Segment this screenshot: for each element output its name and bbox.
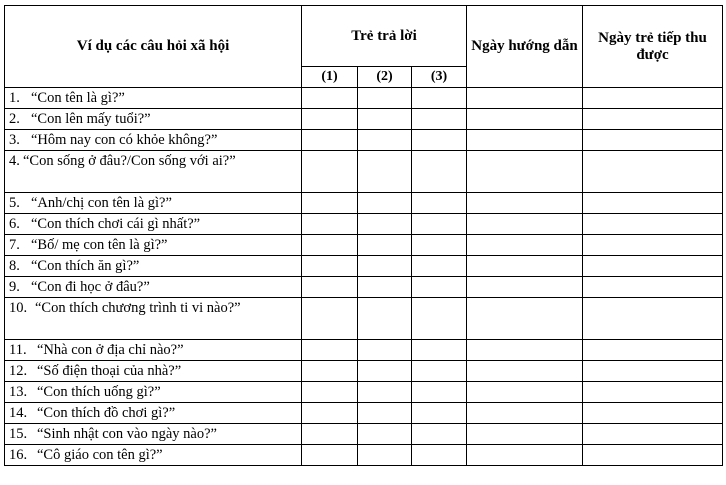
table-row [5, 193, 723, 214]
guide-date-cell[interactable] [467, 382, 583, 403]
question-cell [5, 193, 302, 214]
table-row [5, 424, 723, 445]
question-number: 7. [9, 237, 20, 253]
acquired-date-cell[interactable] [583, 340, 723, 361]
question-text: “Cô giáo con tên gì?” [37, 447, 163, 463]
response-1-cell[interactable] [302, 193, 358, 214]
question-cell [5, 298, 302, 340]
guide-date-cell[interactable] [467, 130, 583, 151]
response-1-cell[interactable] [302, 361, 358, 382]
response-1-cell[interactable] [302, 277, 358, 298]
guide-date-cell[interactable] [467, 445, 583, 466]
table-row [5, 403, 723, 424]
acquired-date-cell[interactable] [583, 130, 723, 151]
table-row [5, 382, 723, 403]
response-1-cell[interactable] [302, 88, 358, 109]
acquired-date-cell[interactable] [583, 361, 723, 382]
guide-date-cell[interactable] [467, 88, 583, 109]
acquired-date-cell[interactable] [583, 151, 723, 193]
response-3-cell[interactable] [412, 298, 467, 340]
response-3-cell[interactable] [412, 88, 467, 109]
guide-date-cell[interactable] [467, 151, 583, 193]
response-1-cell[interactable] [302, 424, 358, 445]
question-text: “Con tên là gì?” [31, 90, 125, 106]
question-cell [5, 277, 302, 298]
acquired-date-cell[interactable] [583, 109, 723, 130]
header-guide-date: Ngày hướng dẫn [467, 6, 583, 88]
question-text: “Sinh nhật con vào ngày nào?” [37, 426, 217, 442]
question-number: 1. [9, 90, 20, 106]
table-row [5, 298, 723, 340]
question-text: “Con đi học ở đâu?” [31, 279, 150, 295]
acquired-date-cell[interactable] [583, 277, 723, 298]
table-row [5, 109, 723, 130]
question-text: “Con sống ở đâu?/Con sống với ai?” [23, 153, 236, 169]
acquired-date-cell[interactable] [583, 403, 723, 424]
acquired-date-cell[interactable] [583, 235, 723, 256]
response-1-cell[interactable] [302, 214, 358, 235]
response-3-cell[interactable] [412, 193, 467, 214]
question-number: 5. [9, 195, 20, 211]
response-2-cell[interactable] [358, 130, 412, 151]
table-row [5, 277, 723, 298]
question-text: “Con thích uống gì?” [37, 384, 161, 400]
question-number: 3. [9, 132, 20, 148]
guide-date-cell[interactable] [467, 361, 583, 382]
question-number: 12. [9, 363, 28, 379]
question-cell [5, 382, 302, 403]
response-3-cell[interactable] [412, 256, 467, 277]
response-3-cell[interactable] [412, 109, 467, 130]
question-number: 15. [9, 426, 28, 442]
question-cell [5, 340, 302, 361]
table-row [5, 88, 723, 109]
question-cell [5, 235, 302, 256]
question-number: 9. [9, 279, 20, 295]
response-3-cell[interactable] [412, 424, 467, 445]
table-row [5, 235, 723, 256]
table-row [5, 361, 723, 382]
table-row [5, 214, 723, 235]
question-text: “Con thích chương trình ti vi nào?” [35, 300, 241, 316]
response-3-cell[interactable] [412, 382, 467, 403]
question-cell [5, 151, 302, 193]
guide-date-cell[interactable] [467, 424, 583, 445]
guide-date-cell[interactable] [467, 109, 583, 130]
question-text: “Con lên mấy tuổi?” [31, 111, 151, 127]
response-2-cell[interactable] [358, 88, 412, 109]
acquired-date-cell[interactable] [583, 256, 723, 277]
response-2-cell[interactable] [358, 193, 412, 214]
guide-date-cell[interactable] [467, 277, 583, 298]
question-text: “Con thích đồ chơi gì?” [37, 405, 176, 421]
response-3-cell[interactable] [412, 130, 467, 151]
response-2-cell[interactable] [358, 340, 412, 361]
acquired-date-cell[interactable] [583, 193, 723, 214]
response-3-cell[interactable] [412, 214, 467, 235]
header-acquired-date: Ngày trẻ tiếp thu được [583, 6, 723, 88]
question-number: 8. [9, 258, 20, 274]
question-number: 4. [9, 153, 20, 169]
guide-date-cell[interactable] [467, 256, 583, 277]
question-text: “Số điện thoại của nhà?” [37, 363, 182, 379]
response-2-cell[interactable] [358, 445, 412, 466]
response-2-cell[interactable] [358, 109, 412, 130]
response-2-cell[interactable] [358, 361, 412, 382]
question-text: “Bố/ mẹ con tên là gì?” [31, 237, 168, 253]
response-3-cell[interactable] [412, 151, 467, 193]
response-3-cell[interactable] [412, 361, 467, 382]
header-responses: Trẻ trả lời [302, 6, 467, 67]
guide-date-cell[interactable] [467, 403, 583, 424]
response-1-cell[interactable] [302, 382, 358, 403]
response-3-cell[interactable] [412, 277, 467, 298]
question-text: “Nhà con ở địa chỉ nào?” [37, 342, 184, 358]
acquired-date-cell[interactable] [583, 445, 723, 466]
response-2-cell[interactable] [358, 277, 412, 298]
table-row [5, 340, 723, 361]
response-2-cell[interactable] [358, 424, 412, 445]
question-cell [5, 256, 302, 277]
header-response-1: (1) [302, 67, 358, 88]
question-text: “Con thích ăn gì?” [31, 258, 140, 274]
response-2-cell[interactable] [358, 151, 412, 193]
response-2-cell[interactable] [358, 382, 412, 403]
guide-date-cell[interactable] [467, 214, 583, 235]
question-cell [5, 109, 302, 130]
acquired-date-cell[interactable] [583, 298, 723, 340]
response-1-cell[interactable] [302, 340, 358, 361]
response-1-cell[interactable] [302, 445, 358, 466]
response-3-cell[interactable] [412, 403, 467, 424]
response-2-cell[interactable] [358, 403, 412, 424]
response-1-cell[interactable] [302, 298, 358, 340]
response-1-cell[interactable] [302, 256, 358, 277]
response-2-cell[interactable] [358, 214, 412, 235]
question-cell [5, 130, 302, 151]
question-number: 6. [9, 216, 20, 232]
table-row [5, 445, 723, 466]
question-cell [5, 88, 302, 109]
acquired-date-cell[interactable] [583, 424, 723, 445]
guide-date-cell[interactable] [467, 340, 583, 361]
response-1-cell[interactable] [302, 403, 358, 424]
guide-date-cell[interactable] [467, 298, 583, 340]
header-examples: Ví dụ các câu hỏi xã hội [5, 6, 302, 88]
table-row [5, 130, 723, 151]
response-1-cell[interactable] [302, 130, 358, 151]
question-text: “Con thích chơi cái gì nhất?” [31, 216, 201, 232]
question-number: 14. [9, 405, 28, 421]
question-cell [5, 424, 302, 445]
response-2-cell[interactable] [358, 235, 412, 256]
question-cell [5, 403, 302, 424]
question-number: 11. [9, 342, 27, 358]
response-2-cell[interactable] [358, 298, 412, 340]
acquired-date-cell[interactable] [583, 382, 723, 403]
question-cell [5, 214, 302, 235]
response-1-cell[interactable] [302, 151, 358, 193]
question-number: 10. [9, 300, 28, 316]
table-row [5, 256, 723, 277]
header-response-3: (3) [412, 67, 467, 88]
question-text: “Anh/chị con tên là gì?” [31, 195, 172, 211]
question-cell [5, 361, 302, 382]
question-number: 2. [9, 111, 20, 127]
response-1-cell[interactable] [302, 109, 358, 130]
response-1-cell[interactable] [302, 235, 358, 256]
header-response-2: (2) [358, 67, 412, 88]
response-2-cell[interactable] [358, 256, 412, 277]
response-3-cell[interactable] [412, 235, 467, 256]
question-number: 13. [9, 384, 28, 400]
guide-date-cell[interactable] [467, 193, 583, 214]
guide-date-cell[interactable] [467, 235, 583, 256]
response-3-cell[interactable] [412, 445, 467, 466]
question-cell [5, 445, 302, 466]
social-questions-table [4, 5, 723, 466]
acquired-date-cell[interactable] [583, 88, 723, 109]
question-number: 16. [9, 447, 28, 463]
question-text: “Hôm nay con có khỏe không?” [31, 132, 218, 148]
table-row [5, 151, 723, 193]
acquired-date-cell[interactable] [583, 214, 723, 235]
response-3-cell[interactable] [412, 340, 467, 361]
